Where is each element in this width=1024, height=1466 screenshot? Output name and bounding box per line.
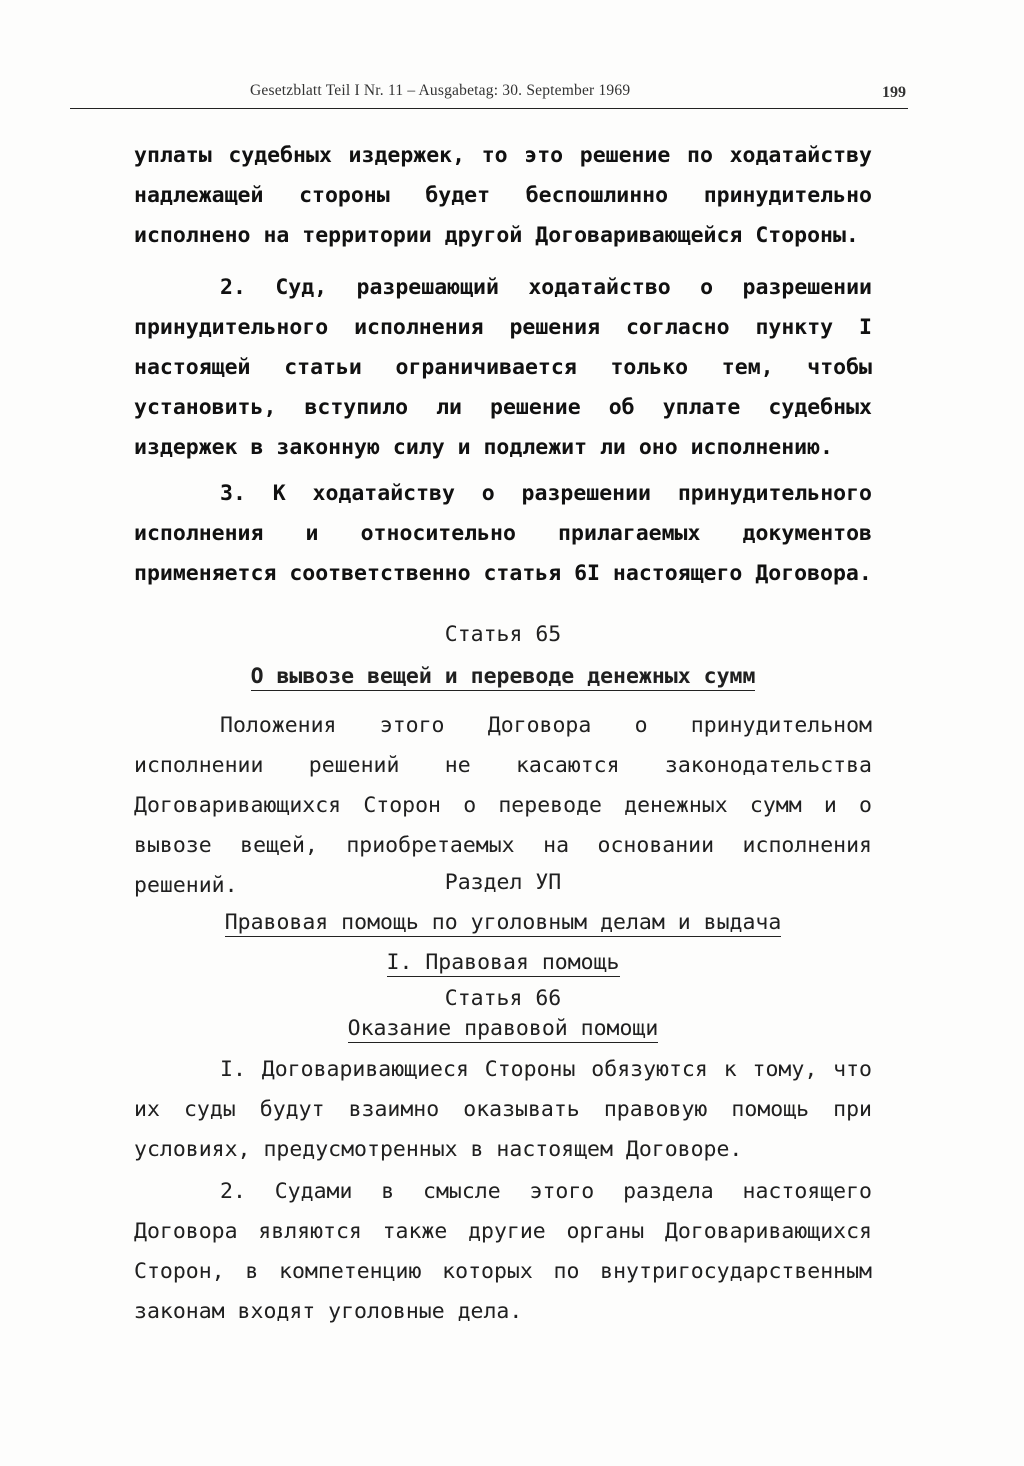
- header-title: Gesetzblatt Teil I Nr. 11 – Ausgabetag: 30. September 1969: [250, 82, 631, 99]
- paragraph-continuation: уплаты судебных издержек, то это решение по ходатайству надлежащей стороны будет беспошлинно принудительно исполнено на территории другой Договаривающейся Стороны.: [134, 143, 872, 248]
- article-66-paragraph-1: I. Договаривающиеся Стороны обязуются к тому, что их суды будут взаимно оказывать правовую помощь при условиях, предусмотренных в настоящем Договоре.: [134, 1057, 872, 1162]
- section-title-text: Раздел УП: [444, 870, 562, 895]
- chapter-title: [134, 950, 872, 975]
- section-title: [134, 870, 872, 895]
- paragraph-2: 2. Суд, разрешающий ходатайство о разрешении принудительного исполнения решения согласно пункту I настоящей статьи ограничивается только тем, чтобы установить, вступило ли решение об уплате судебных издержек в законную силу и подлежит ли оно исполнению.: [134, 275, 872, 460]
- article-66-paragraph-2: 2. Судами в смысле этого раздела настоящего Договора являются также другие органы Договаривающихся Сторон, в компетенцию которых по внутригосударственным законам входят уголовные дела.: [134, 1179, 872, 1324]
- article-66-title: [134, 986, 872, 1011]
- chapter-title-text: I. Правовая помощь: [386, 950, 620, 975]
- section-subtitle: [134, 910, 872, 935]
- article-65-title-text: Статья 65: [444, 622, 562, 647]
- article-66-title-text: Статья 66: [444, 986, 562, 1011]
- article-65-title: [134, 622, 872, 647]
- page-number: 199: [882, 84, 906, 101]
- article-65-subtitle-text: О вывозе вещей и переводе денежных сумм: [250, 664, 756, 689]
- header-rule: [70, 108, 908, 109]
- article-65-text: Положения этого Договора о принудительном исполнении решений не касаются законодательства Договаривающихся Сторон о переводе денежных сумм и о вывозе вещей, приобретаемых на основании исполнения решений.: [134, 713, 872, 898]
- article-66-subtitle: [134, 1016, 872, 1041]
- paragraph-3: 3. К ходатайству о разрешении принудительного исполнения и относительно прилагаемых документов применяется соответственно статья 6I настоящего Договора.: [134, 481, 872, 586]
- article-66-subtitle-text: Оказание правовой помощи: [347, 1016, 659, 1041]
- section-subtitle-text: Правовая помощь по уголовным делам и выдача: [224, 910, 782, 935]
- page-header: [70, 78, 908, 108]
- article-65-subtitle: [134, 664, 872, 689]
